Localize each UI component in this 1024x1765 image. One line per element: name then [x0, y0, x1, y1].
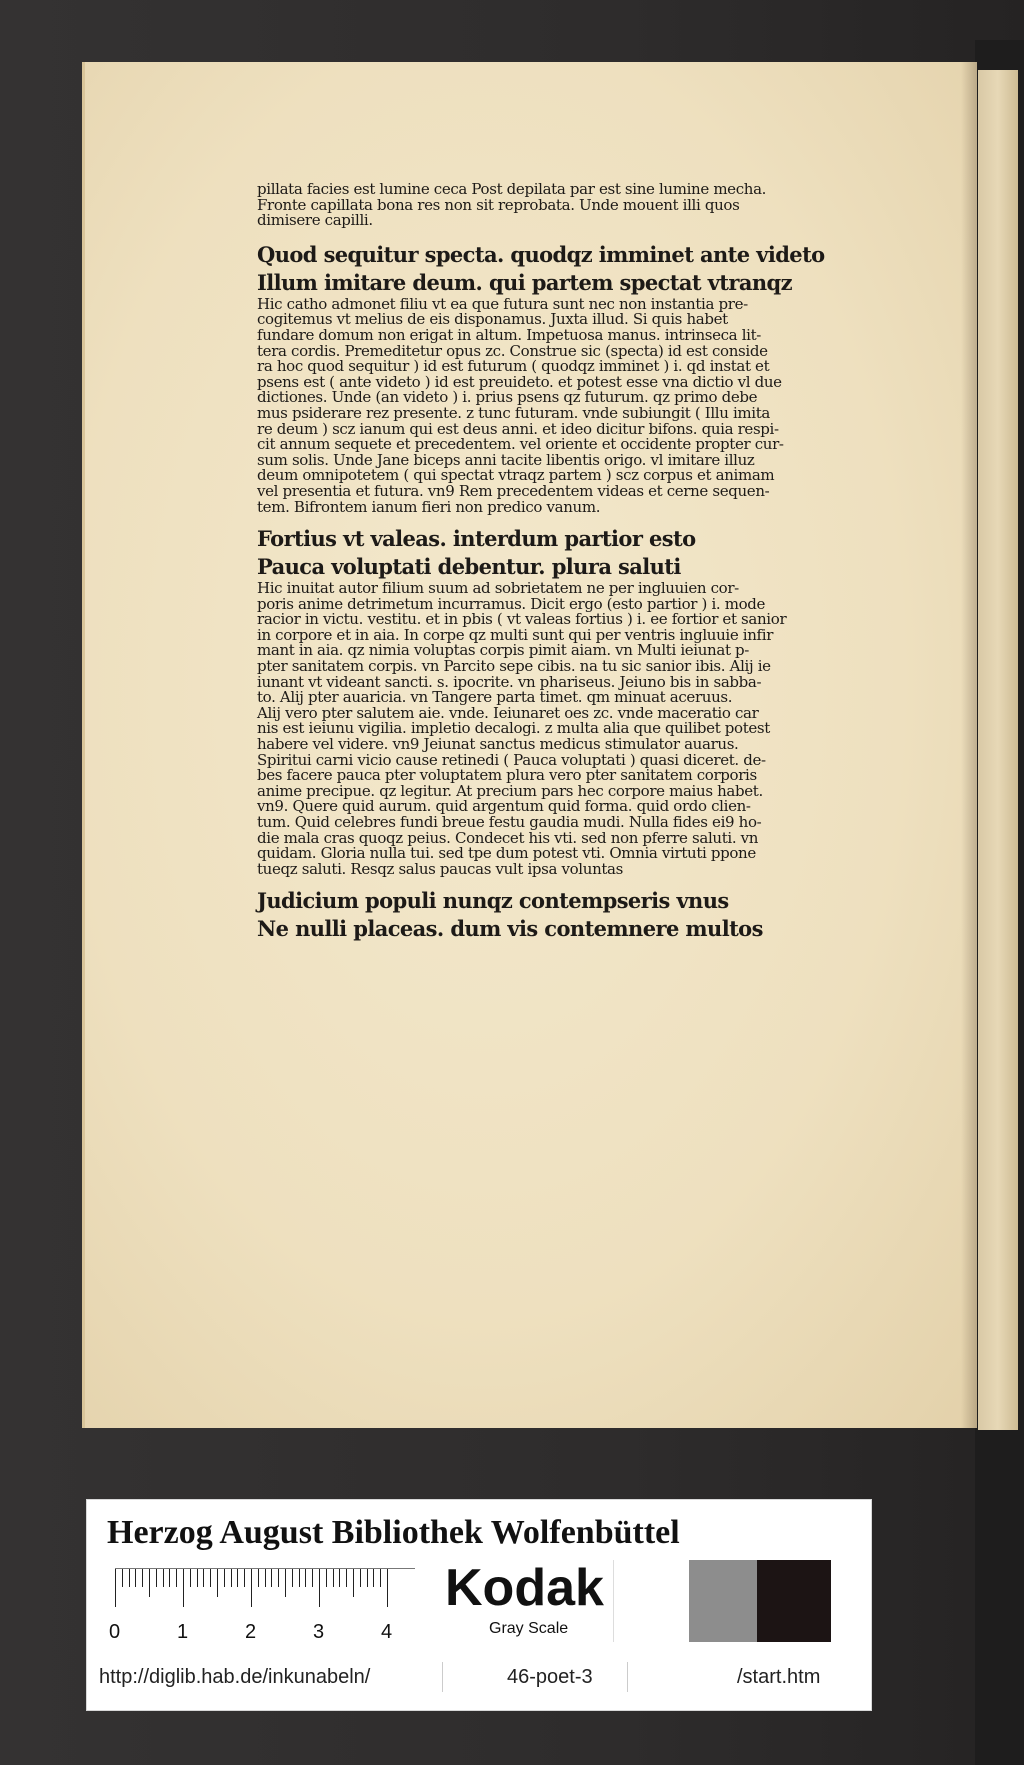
url-row — [87, 1660, 871, 1694]
commentary-line: anime precipue. qz legitur. At precium pars hec corpore maius habet. — [257, 781, 763, 800]
commentary-line: racior in victu. vestitu. et in pbis ( vt valeas fortius ) i. ee fortior et sanior — [257, 610, 787, 629]
commentary-line: re deum ) scz ianum qui est deus anni. et ideo dicitur bifons. quia respi- — [257, 419, 779, 438]
ruler-tick — [142, 1569, 143, 1587]
ruler-tick — [373, 1569, 374, 1587]
commentary-line: vn9. Quere quid aurum. quid argentum quid forma. quid ordo clien- — [257, 797, 751, 816]
ruler-tick — [319, 1569, 320, 1607]
commentary-line: tueqz saluti. Resqz salus paucas vult ipsa voluntas — [257, 859, 623, 878]
commentary-line: Hic catho admonet filiu vt ea que futura sunt nec non instantia pre- — [257, 294, 748, 313]
ruler-tick — [312, 1569, 313, 1587]
commentary-line: to. Alij pter auaricia. vn Tangere parta timet. qm minuat aceruus. — [257, 688, 733, 707]
ruler-tick — [135, 1569, 136, 1587]
ruler-tick — [258, 1569, 259, 1587]
ruler-tick — [244, 1569, 245, 1587]
ruler-tick — [197, 1569, 198, 1587]
verse-line: Quod sequitur specta. quodqz imminet ante videto — [257, 241, 825, 267]
ruler-tick — [299, 1569, 300, 1587]
ruler-tick — [217, 1569, 218, 1597]
ruler-tick — [122, 1569, 123, 1587]
opening-line: dimisere capilli. — [257, 211, 373, 230]
ruler-tick — [305, 1569, 306, 1587]
ruler-tick — [360, 1569, 361, 1587]
measurement-ruler — [115, 1568, 415, 1609]
verse-line: Ne nulli placeas. dum vis contemnere multos — [257, 916, 763, 942]
commentary-line: sum solis. Unde Jane biceps anni tacite libentis origo. vl imitare illuz — [257, 450, 755, 469]
gray-scale-label: Gray Scale — [489, 1620, 569, 1637]
ruler-tick — [210, 1569, 211, 1587]
ruler-tick — [380, 1569, 381, 1587]
ruler-tick — [333, 1569, 334, 1587]
ruler-tick — [387, 1569, 388, 1607]
ruler-tick — [224, 1569, 225, 1587]
commentary-line: tem. Bifrontem ianum fieri non predico vanum. — [257, 497, 601, 516]
commentary-line: habere vel videre. vn9 Jeiunat sanctus medicus stimulator auarus. — [257, 735, 739, 754]
ruler-tick — [285, 1569, 286, 1597]
calibration-card — [86, 1499, 872, 1711]
commentary-line: mant in aia. qz nimia voluptas corpis pimit aiam. vn Multi ieiunat p- — [257, 641, 750, 660]
verse-line: Fortius vt valeas. interdum partior esto — [257, 526, 696, 552]
ruler-tick — [149, 1569, 150, 1597]
ruler-tick — [271, 1569, 272, 1587]
facing-page-edge — [978, 70, 1018, 1430]
url-base: http://diglib.hab.de/inkunabeln/ — [99, 1666, 371, 1688]
ruler-tick — [237, 1569, 238, 1587]
ruler-tick — [129, 1569, 130, 1587]
ruler-number: 1 — [177, 1621, 189, 1643]
ruler-number: 4 — [381, 1621, 393, 1643]
ruler-number: 2 — [245, 1621, 257, 1643]
opening-line: Fronte capillata bona res non sit reprobata. Unde mouent illi quos — [257, 195, 740, 214]
verse-line: Judicium populi nunqz contempseris vnus — [257, 888, 729, 914]
ruler-tick — [183, 1569, 184, 1607]
ruler-tick — [231, 1569, 232, 1587]
commentary-line: vel presentia et futura. vn9 Rem precedentem videas et cerne sequen- — [257, 481, 770, 500]
commentary-line: fundare domum non erigat in altum. Impetuosa manus. intrinseca lit- — [257, 325, 761, 344]
commentary-paragraph — [257, 581, 889, 877]
commentary-line: cogitemus vt melius de eis disponamus. Juxta illud. Si quis habet — [257, 310, 728, 329]
commentary-line: deum omnipotetem ( qui spectat vtraqz partem ) scz corpus et animam — [257, 466, 775, 485]
ruler-tick — [156, 1569, 157, 1587]
commentary-line: die mala cras quoqz peius. Condecet his vti. sed non pferre saluti. vn — [257, 828, 759, 847]
commentary-line: tera cordis. Premeditetur opus zc. Construe sic (specta) id est conside — [257, 341, 768, 360]
commentary-line: iunant vt videant sancti. s. ipocrite. vn phariseus. Jeiuno bis in sabba- — [257, 672, 762, 691]
ruler-tick — [278, 1569, 279, 1587]
ruler-number: 0 — [109, 1621, 121, 1643]
ruler-tick — [292, 1569, 293, 1587]
url-id: 46-poet-3 — [507, 1666, 593, 1688]
commentary-line: pter sanitatem corpis. vn Parcito sepe cibis. na tu sic sanior ibis. Alij ie — [257, 657, 771, 676]
commentary-line: ra hoc quod sequitur ) id est futurum ( quodqz imminet ) i. qd instat et — [257, 357, 770, 376]
commentary-line: in corpore et in aia. In corpe qz multi sunt qui per ventris ingluuie infir — [257, 625, 774, 644]
ruler-tick — [346, 1569, 347, 1587]
white-swatch — [613, 1560, 690, 1642]
gray-swatch — [689, 1560, 757, 1642]
ruler-tick — [339, 1569, 340, 1587]
commentary-line: poris anime detrimetum incurramus. Dicit ergo (esto partior ) i. mode — [257, 594, 766, 613]
commentary-line: quidam. Gloria nulla tui. sed tpe dum potest vti. Omnia virtuti ppone — [257, 844, 756, 863]
ruler-numbers — [109, 1621, 409, 1643]
ruler-tick — [326, 1569, 327, 1587]
ruler-tick — [265, 1569, 266, 1587]
commentary-line: tum. Quid celebres fundi breue festu gaudia mudi. Nulla fides ei9 ho- — [257, 813, 762, 831]
page-text-block — [257, 182, 889, 943]
book-page — [82, 62, 977, 1428]
commentary-line: dictiones. Unde (an videto ) i. prius psens qz futurum. qz primo debe — [257, 388, 758, 407]
commentary-line: Alij vero pter salutem aie. vnde. Ieiunaret oes zc. vnde maceratio car — [257, 703, 759, 722]
commentary-line: cit annum sequete et precedentem. vel oriente et occidente propter cur- — [257, 435, 784, 454]
ruler-tick — [353, 1569, 354, 1597]
ruler-tick — [163, 1569, 164, 1587]
commentary-line: Hic inuitat autor filium suum ad sobrietatem ne per ingluuien cor- — [257, 579, 739, 598]
ruler-number: 3 — [313, 1621, 325, 1643]
ruler-tick — [251, 1569, 252, 1607]
url-page: /start.htm — [737, 1666, 821, 1688]
black-swatch — [757, 1560, 831, 1642]
ruler-tick — [190, 1569, 191, 1587]
commentary-line: bes facere pauca pter voluptatem plura vero pter sanitatem corporis — [257, 766, 757, 785]
ruler-tick — [169, 1569, 170, 1587]
commentary-line: mus psiderare rez presente. z tunc futuram. vnde subiungit ( Illu imita — [257, 403, 771, 422]
commentary-line: Spiritui carni vicio cause retinedi ( Pauca voluptati ) quasi diceret. de- — [257, 750, 766, 769]
ruler-tick — [203, 1569, 204, 1587]
kodak-logo: Kodak — [445, 1559, 604, 1617]
page-gutter-shadow — [961, 62, 977, 1428]
verse-line: Pauca voluptati debentur. plura saluti — [257, 554, 681, 580]
commentary-paragraph — [257, 294, 889, 516]
verse-line: Illum imitare deum. qui partem spectat vtranqz — [257, 269, 792, 295]
ruler-tick — [115, 1569, 116, 1607]
library-name: Herzog August Bibliothek Wolfenbüttel — [107, 1514, 680, 1551]
opening-line: pillata facies est lumine ceca Post depilata par est sine lumine mecha. — [257, 180, 767, 198]
commentary-line: psens est ( ante videto ) id est preuideto. et potest esse vna dictio vl due — [257, 372, 782, 391]
ruler-tick — [176, 1569, 177, 1587]
ruler-tick — [367, 1569, 368, 1587]
commentary-line: nis est ieiunu vigilia. impletio decalogi. z multa alia que quilibet potest — [257, 719, 770, 738]
